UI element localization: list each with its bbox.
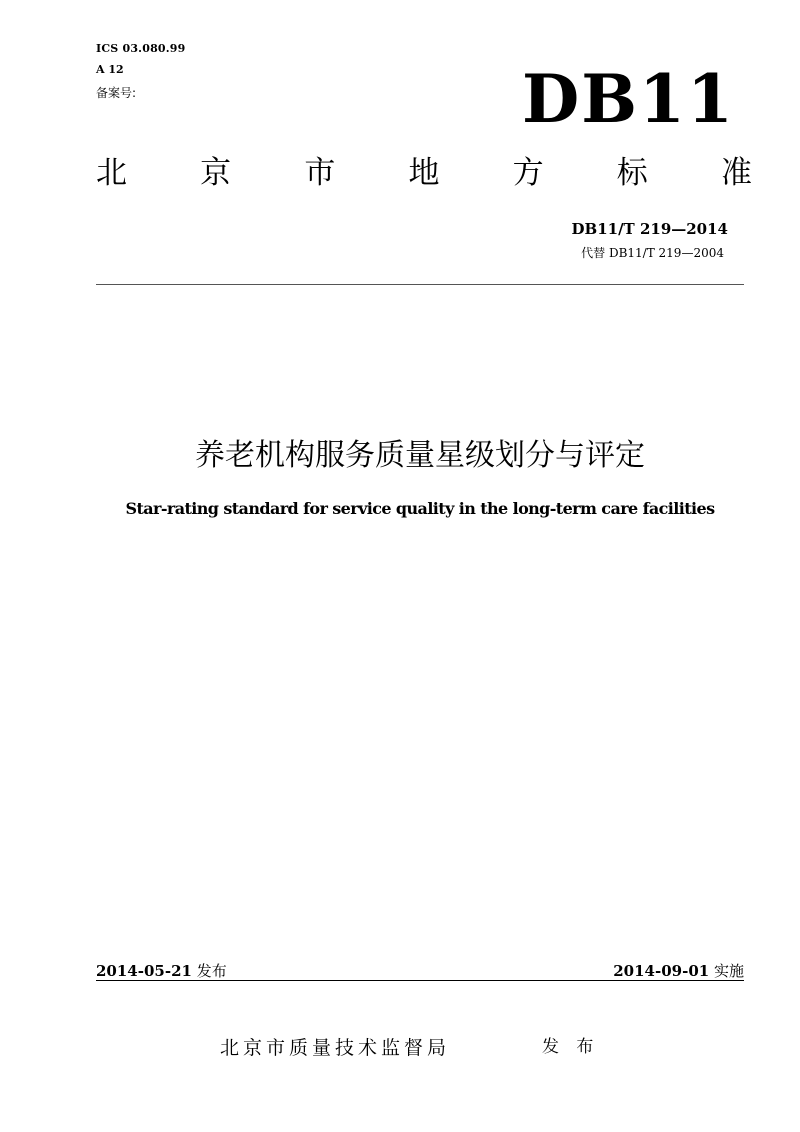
top-divider	[96, 284, 744, 285]
issuer-name: 北京市质量技术监督局	[220, 1037, 451, 1059]
implementation-date-line	[613, 960, 744, 981]
standard-type-char: 京	[200, 155, 232, 191]
issue-date-line	[96, 960, 227, 981]
standard-number: DB11/T 219—2014	[571, 220, 728, 238]
standard-type-char: 方	[512, 155, 544, 191]
replaces-standard: 代替 DB11/T 219—2004	[581, 246, 724, 260]
bottom-divider	[96, 980, 744, 981]
implementation-label: 实施	[713, 962, 744, 980]
db11-logo: DB11	[522, 60, 735, 138]
title-english: Star-rating standard for service quality in the long-term care facilities	[125, 499, 715, 518]
implementation-date: 2014-09-01	[613, 962, 710, 980]
issue-label: 发布	[196, 962, 227, 980]
standard-type-char: 北	[96, 155, 127, 191]
issuer-action: 发 布	[542, 1037, 600, 1057]
standard-type-char: 准	[720, 155, 752, 191]
standard-type-char: 标	[616, 155, 648, 191]
classification-code: A 12	[96, 63, 124, 76]
title-chinese: 养老机构服务质量星级划分与评定	[195, 438, 645, 473]
ics-code: ICS 03.080.99	[96, 42, 186, 55]
standard-type-char: 地	[408, 155, 440, 191]
issue-date: 2014-05-21	[96, 962, 192, 980]
record-number-label: 备案号:	[96, 86, 137, 100]
standard-type-heading	[96, 155, 752, 191]
standard-type-char: 市	[304, 155, 336, 191]
